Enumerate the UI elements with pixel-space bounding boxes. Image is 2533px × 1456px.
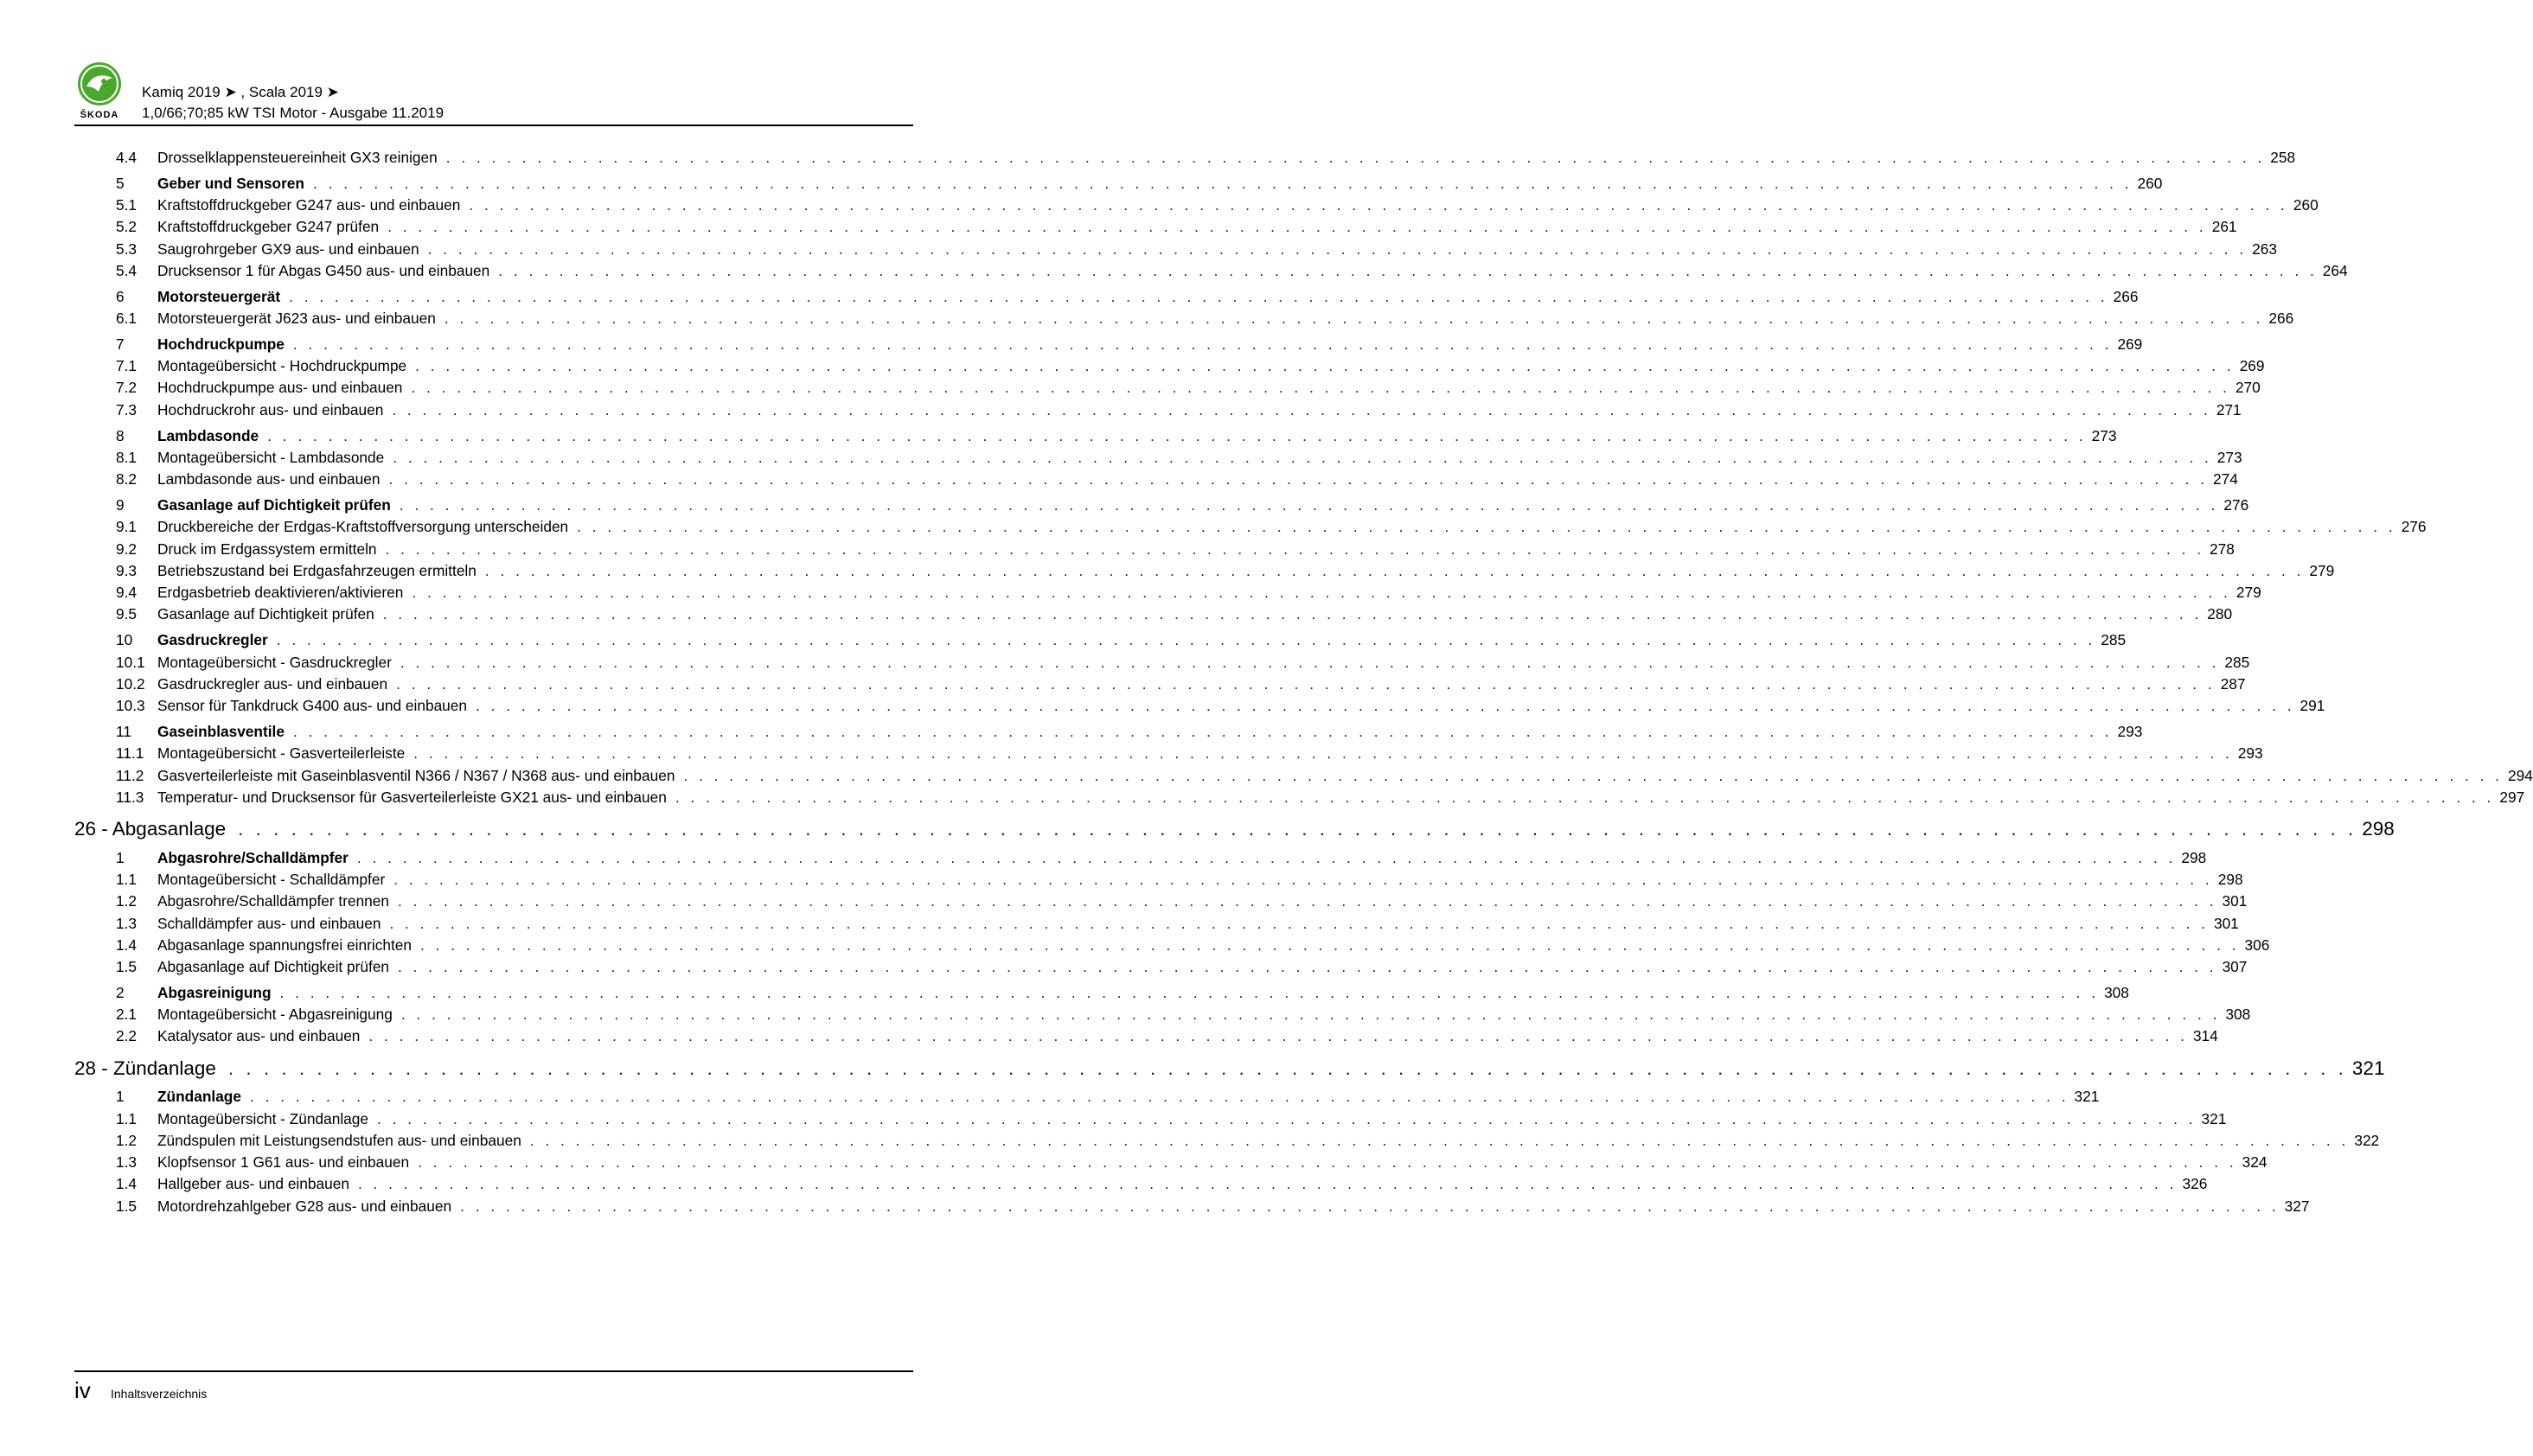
toc-entry-number: 1.1: [116, 1109, 138, 1127]
toc-entry-title: Zündspulen mit Leistungsendstufen aus- und einbauen: [157, 1131, 521, 1149]
toc-entry-title: Montageübersicht - Gasdruckregler: [157, 653, 392, 671]
toc-entry-page: 285: [2101, 631, 2127, 649]
skoda-logo: [74, 61, 125, 123]
toc-entry[interactable]: [74, 195, 2319, 216]
toc-entry[interactable]: [74, 913, 2239, 935]
footer-label: Inhaltsverzeichnis: [111, 1387, 208, 1401]
toc-entry-number: 7: [116, 335, 125, 353]
toc-section[interactable]: [74, 173, 2163, 195]
toc-entry-page: 278: [2210, 540, 2235, 558]
toc-entry-number: 7.3: [116, 400, 138, 418]
toc-entry-number: 2.2: [116, 1027, 138, 1045]
toc-entry-title: Motordrehzahlgeber G28 aus- und einbauen: [157, 1197, 452, 1215]
toc-leader-dots: . . . . . . . . . . . . . . . . . . . . . . . . . . . . . . . . . . . . . . . . . . . . . . . . . . . . . . . . . . . . . . . . . . . . . . . . . . . . . . . . . . . . . . . . . . . . . . . . . . . . . . . . . . . . . . . . . . . . . . . .: [444, 310, 2264, 328]
toc-entry-page: 314: [2192, 1027, 2218, 1045]
toc-leader-dots: . . . . . . . . . . . . . . . . . . . . . . . . . . . . . . . . . . . . . . . . . . . . . . . . . . . . . . . . . . . . . . . . . . . . . . . . . . . . . . . . . . . . . . . . . . . . . . . . . . . . . . . . . . . . . . . . . . . . . . . .: [399, 495, 2219, 514]
toc-entry-page: 327: [2284, 1197, 2310, 1215]
toc-entry-title: Gasanlage auf Dichtigkeit prüfen: [157, 495, 391, 514]
toc-entry-title: Montageübersicht - Gasverteilerleiste: [157, 744, 406, 763]
toc-entry-title: Klopfsensor 1 G61 aus- und einbauen: [157, 1153, 410, 1172]
toc-entry-page: 308: [2104, 983, 2129, 1001]
toc-entry-title: Schalldämpfer aus- und einbauen: [157, 914, 381, 932]
toc-entry-page: 260: [2137, 174, 2163, 192]
toc-leader-dots: . . . . . . . . . . . . . . . . . . . . . . . . . . . . . . . . . . . . . . . . . . . . . . . . . . . . . . . . . . . . . . . . . . . . . . . . . . . . . . . . . . . . . . . . . . . . . . . . . . . . . . . . . . . . . . . . . . . . . . . .: [249, 1088, 2069, 1106]
toc-entry-title: Drosselklappensteuereinheit GX3 reinigen: [157, 149, 438, 166]
toc-entry-page: 298: [2362, 818, 2395, 840]
toc-entry-page: 276: [2223, 495, 2249, 514]
toc-entry-page: 273: [2091, 426, 2117, 444]
toc-entry-title: Montageübersicht - Schalldämpfer: [157, 870, 386, 888]
toc-leader-dots: . . . . . . . . . . . . . . . . . . . . . . . . . . . . . . . . . . . . . . . . . . . . . . . . . . . . . . . . . . . . . . . . . . . . . . . . . . . . . . . . . . . . . . . . . . . . . . . . . . . . . . . . . . . . . . . . . . . . . . . .: [312, 174, 2133, 192]
toc-entry-page: 326: [2182, 1175, 2208, 1193]
toc-entry[interactable]: [74, 695, 2325, 717]
toc-leader-dots: . . . . . . . . . . . . . . . . . . . . . . . . . . . . . . . . . . . . . . . . . . . . . . . . . . . . . . . . . . . . . . . . . . . . . . . . . . . . . . . . . . . . . . . . . . . . . . . . . . . . . . . . . . . . . . . . . . . . . . . .: [398, 958, 2217, 976]
toc-leader-dots: . . . . . . . . . . . . . . . . . . . . . . . . . . . . . . . . . . . . . . . . . . . . . . . . . . . . . . . . . . . . . . . . . . . . . . . . . . . . . . . . . . . . . . . . . . . . . . . . . . . . . . . . . . . . . . . . . . . . . . . .: [292, 335, 2113, 353]
toc-entry[interactable]: [74, 891, 2248, 912]
toc-entry-title: 28 - Zündanlage: [74, 1057, 216, 1079]
toc-entry-page: 266: [2113, 287, 2139, 305]
toc-leader-dots: . . . . . . . . . . . . . . . . . . . . . . . . . . . . . . . . . . . . . . . . . . . . . . . . . . . . . . . . . . . . . . . . . . . . . . . . . . . . . . . . . . . . . . . . . . . . . . . . . . . . . . . . . . . . . . . . . . . . . . . .: [279, 983, 2100, 1001]
toc-entry[interactable]: [74, 935, 2270, 956]
toc-entry-page: 269: [2117, 335, 2143, 353]
toc-section[interactable]: [74, 334, 2143, 355]
toc-entry-page: 291: [2300, 697, 2325, 715]
toc-entry-number: 5.4: [116, 261, 138, 279]
toc-entry-number: 9.4: [116, 584, 138, 602]
toc-leader-dots: . . . . . . . . . . . . . . . . . . . . . . . . . . . . . . . . . . . . . . . . . . . . . . . . . . . . . . . . . . . . . . . . . . . . . . . . . . . . . . . . . . . . . . . . . . . . . . . . . . . . . . . . . . . . . . . . . . . . . . . .: [276, 631, 2096, 649]
toc-entry[interactable]: [74, 1173, 2208, 1195]
toc-entry-title: Geber und Sensoren: [157, 174, 304, 192]
toc-entry-title: Gasdruckregler aus- und einbauen: [157, 674, 388, 693]
toc-leader-dots: . . . . . . . . . . . . . . . . . . . . . . . . . . . . . . . . . . . . . . . . . . . . . . . . . . . . . . . . . . . . . . . . . . . . . . . . . . . . . . . . . . . . . . . . . . . . . . . . . . . . . . . . . . . . . . . . . . . . . . . .: [400, 653, 2220, 671]
toc-entry-page: 279: [2236, 584, 2261, 602]
toc-entry-page: 280: [2207, 605, 2233, 623]
toc-entry[interactable]: [74, 308, 2294, 329]
table-of-contents: [74, 147, 2533, 1217]
toc-entry[interactable]: [74, 582, 2261, 603]
toc-entry[interactable]: [74, 516, 2427, 538]
toc-entry[interactable]: [74, 765, 2533, 787]
toc-entry-title: Abgasrohre/Schalldämpfer: [157, 848, 349, 866]
toc-entry[interactable]: [74, 447, 2242, 469]
toc-leader-dots: . . . . . . . . . . . . . . . . . . . . . . . . . . . . . . . . . . . . . . . . . . . . . . . . . . . . . . . . . . . . . . . . . . . . . . . . . . . . . . . . . . . . . . . . . . . . . . . . . . . . . . . . . . . . . . . . . . . . . . . .: [393, 448, 2212, 466]
toc-entry-page: 274: [2213, 470, 2238, 489]
toc-entry-number: 9.1: [116, 518, 138, 536]
toc-entry-title: Gasverteilerleiste mit Gaseinblasventil N366 / N367 / N368 aus- und einbauen: [157, 766, 675, 784]
toc-entry-number: 7.2: [116, 379, 138, 397]
toc-leader-dots: . . . . . . . . . . . . . . . . . . . . . . . . . . . . . . . . . . . . . . . . . . . . . . . . . . . . . . . . . . . . . . . . . . . . . . . . . . . . . . . . . . . . . . . . . . . . . . . . . . . . . . . . . . . . . . . . . . . . . . . .: [476, 697, 2295, 715]
toc-entry-title: Kraftstoffdruckgeber G247 aus- und einbauen: [157, 196, 461, 214]
toc-leader-dots: . . . . . . . . . . . . . . . . . . . . . . . . . . . . . . . . . . . . . . . . . . . . . . . . . . . . . . . . . . . . . . . . . . . . . . . . . . . . . . . . . . . . . . . . . . . . . . . . . . . . . . . . . . . . . . . . . . . . . . . .: [227, 1057, 2347, 1079]
toc-leader-dots: . . . . . . . . . . . . . . . . . . . . . . . . . . . . . . . . . . . . . . . . . . . . . . . . . . . . . . . . . . . . . . . . . . . . . . . . . . . . . . . . . . . . . . . . . . . . . . . . . . . . . . . . . . . . . . . . . . . . . . . .: [683, 766, 2503, 784]
toc-leader-dots: . . . . . . . . . . . . . . . . . . . . . . . . . . . . . . . . . . . . . . . . . . . . . . . . . . . . . . . . . . . . . . . . . . . . . . . . . . . . . . . . . . . . . . . . . . . . . . . . . . . . . . . . . . . . . . . . . . . . . . . .: [289, 287, 2108, 305]
toc-entry-page: 270: [2235, 379, 2261, 397]
toc-entry-number: 8.2: [116, 470, 138, 489]
toc-entry-page: 271: [2216, 400, 2242, 418]
logo-wordmark: ŠKODA: [80, 110, 119, 120]
toc-entry-number: 1: [116, 848, 125, 866]
toc-entry-number: 1.4: [116, 1175, 138, 1193]
toc-entry[interactable]: [74, 869, 2243, 891]
toc-leader-dots: . . . . . . . . . . . . . . . . . . . . . . . . . . . . . . . . . . . . . . . . . . . . . . . . . . . . . . . . . . . . . . . . . . . . . . . . . . . . . . . . . . . . . . . . . . . . . . . . . . . . . . . . . . . . . . . . . . . . . . . .: [398, 892, 2217, 910]
toc-leader-dots: . . . . . . . . . . . . . . . . . . . . . . . . . . . . . . . . . . . . . . . . . . . . . . . . . . . . . . . . . . . . . . . . . . . . . . . . . . . . . . . . . . . . . . . . . . . . . . . . . . . . . . . . . . . . . . . . . . . . . . . .: [267, 426, 2087, 444]
toc-entry-page: 293: [2237, 744, 2263, 763]
toc-leader-dots: . . . . . . . . . . . . . . . . . . . . . . . . . . . . . . . . . . . . . . . . . . . . . . . . . . . . . . . . . . . . . . . . . . . . . . . . . . . . . . . . . . . . . . . . . . . . . . . . . . . . . . . . . . . . . . . . . . . . . . . .: [418, 1153, 2237, 1172]
toc-entry-number: 4.4: [116, 149, 138, 166]
toc-entry-number: 11.2: [116, 766, 144, 784]
toc-entry-page: 301: [2222, 892, 2248, 910]
toc-entry-page: 324: [2242, 1153, 2268, 1172]
toc-leader-dots: . . . . . . . . . . . . . . . . . . . . . . . . . . . . . . . . . . . . . . . . . . . . . . . . . . . . . . . . . . . . . . . . . . . . . . . . . . . . . . . . . . . . . . . . . . . . . . . . . . . . . . . . . . . . . . . . . . . . . . . .: [382, 605, 2203, 623]
toc-entry-page: 260: [2293, 196, 2319, 214]
toc-entry-number: 1.3: [116, 914, 138, 932]
toc-chapter[interactable]: [74, 1055, 2385, 1082]
toc-entry-number: 5.3: [116, 239, 138, 258]
toc-leader-dots: . . . . . . . . . . . . . . . . . . . . . . . . . . . . . . . . . . . . . . . . . . . . . . . . . . . . . . . . . . . . . . . . . . . . . . . . . . . . . . . . . . . . . . . . . . . . . . . . . . . . . . . . . . . . . . . . . . . . . . . .: [357, 1175, 2178, 1193]
toc-section[interactable]: [74, 495, 2249, 516]
toc-entry-title: Montageübersicht - Hochdruckpumpe: [157, 357, 407, 375]
toc-entry[interactable]: [74, 539, 2235, 560]
toc-entry[interactable]: [74, 1025, 2218, 1047]
toc-entry-page: 321: [2074, 1088, 2100, 1106]
toc-entry-title: Montageübersicht - Abgasreinigung: [157, 1006, 393, 1024]
header-divider: [74, 125, 913, 126]
toc-entry[interactable]: [74, 355, 2265, 377]
toc-leader-dots: . . . . . . . . . . . . . . . . . . . . . . . . . . . . . . . . . . . . . . . . . . . . . . . . . . . . . . . . . . . . . . . . . . . . . . . . . . . . . . . . . . . . . . . . . . . . . . . . . . . . . . . . . . . . . . . . . . . . . . . .: [577, 518, 2396, 536]
toc-leader-dots: . . . . . . . . . . . . . . . . . . . . . . . . . . . . . . . . . . . . . . . . . . . . . . . . . . . . . . . . . . . . . . . . . . . . . . . . . . . . . . . . . . . . . . . . . . . . . . . . . . . . . . . . . . . . . . . . . . . . . . . .: [469, 196, 2288, 214]
toc-entry[interactable]: [74, 1152, 2268, 1173]
toc-section[interactable]: [74, 847, 2207, 869]
toc-entry-number: 1.5: [116, 1197, 138, 1215]
toc-leader-dots: . . . . . . . . . . . . . . . . . . . . . . . . . . . . . . . . . . . . . . . . . . . . . . . . . . . . . . . . . . . . . . . . . . . . . . . . . . . . . . . . . . . . . . . . . . . . . . . . . . . . . . . . . . . . . . . . . . . . . . . .: [368, 1027, 2188, 1045]
toc-entry-title: Sensor für Tankdruck G400 aus- und einbauen: [157, 697, 468, 715]
toc-leader-dots: . . . . . . . . . . . . . . . . . . . . . . . . . . . . . . . . . . . . . . . . . . . . . . . . . . . . . . . . . . . . . . . . . . . . . . . . . . . . . . . . . . . . . . . . . . . . . . . . . . . . . . . . . . . . . . . . . . . . . . . .: [460, 1197, 2280, 1215]
toc-leader-dots: . . . . . . . . . . . . . . . . . . . . . . . . . . . . . . . . . . . . . . . . . . . . . . . . . . . . . . . . . . . . . . . . . . . . . . . . . . . . . . . . . . . . . . . . . . . . . . . . . . . . . . . . . . . . . . . . . . . . . . . .: [412, 584, 2231, 602]
toc-leader-dots: . . . . . . . . . . . . . . . . . . . . . . . . . . . . . . . . . . . . . . . . . . . . . . . . . . . . . . . . . . . . . . . . . . . . . . . . . . . . . . . . . . . . . . . . . . . . . . . . . . . . . . . . . . . . . . . . . . . . . . . .: [413, 744, 2233, 763]
toc-entry[interactable]: [74, 956, 2248, 978]
toc-entry-page: 293: [2117, 722, 2143, 740]
toc-leader-dots: . . . . . . . . . . . . . . . . . . . . . . . . . . . . . . . . . . . . . . . . . . . . . . . . . . . . . . . . . . . . . . . . . . . . . . . . . . . . . . . . . . . . . . . . . . . . . . . . . . . . . . . . . . . . . . . . . . . . . . . .: [238, 818, 2357, 840]
toc-leader-dots: . . . . . . . . . . . . . . . . . . . . . . . . . . . . . . . . . . . . . . . . . . . . . . . . . . . . . . . . . . . . . . . . . . . . . . . . . . . . . . . . . . . . . . . . . . . . . . . . . . . . . . . . . . . . . . . . . . . . . . . .: [356, 848, 2177, 866]
toc-entry-number: 11.1: [116, 744, 144, 763]
toc-entry-title: Betriebszustand bei Erdgasfahrzeugen ermitteln: [157, 561, 477, 579]
toc-entry-number: 10.1: [116, 653, 145, 671]
toc-leader-dots: . . . . . . . . . . . . . . . . . . . . . . . . . . . . . . . . . . . . . . . . . . . . . . . . . . . . . . . . . . . . . . . . . . . . . . . . . . . . . . . . . . . . . . . . . . . . . . . . . . . . . . . . . . . . . . . . . . . . . . . .: [427, 239, 2248, 258]
toc-entry-title: Kraftstoffdruckgeber G247 prüfen: [157, 218, 380, 236]
toc-entry[interactable]: [74, 1196, 2310, 1217]
footer-divider: [74, 1370, 913, 1372]
toc-entry[interactable]: [74, 743, 2263, 764]
toc-leader-dots: . . . . . . . . . . . . . . . . . . . . . . . . . . . . . . . . . . . . . . . . . . . . . . . . . . . . . . . . . . . . . . . . . . . . . . . . . . . . . . . . . . . . . . . . . . . . . . . . . . . . . . . . . . . . . . . . . . . . . . . .: [675, 788, 2495, 806]
toc-entry-page: 273: [2216, 448, 2242, 466]
toc-entry-title: Druck im Erdgassystem ermitteln: [157, 540, 377, 558]
toc-leader-dots: . . . . . . . . . . . . . . . . . . . . . . . . . . . . . . . . . . . . . . . . . . . . . . . . . . . . . . . . . . . . . . . . . . . . . . . . . . . . . . . . . . . . . . . . . . . . . . . . . . . . . . . . . . . . . . . . . . . . . . . .: [392, 400, 2211, 418]
toc-entry-number: 6.1: [116, 310, 138, 328]
toc-leader-dots: . . . . . . . . . . . . . . . . . . . . . . . . . . . . . . . . . . . . . . . . . . . . . . . . . . . . . . . . . . . . . . . . . . . . . . . . . . . . . . . . . . . . . . . . . . . . . . . . . . . . . . . . . . . . . . . . . . . . . . . .: [292, 722, 2113, 740]
toc-entry[interactable]: [74, 603, 2233, 625]
toc-entry[interactable]: [74, 260, 2348, 282]
toc-entry-page: 301: [2213, 914, 2239, 932]
toc-entry-page: 322: [2354, 1131, 2380, 1149]
toc-entry-page: 306: [2244, 936, 2270, 954]
toc-entry-title: Gaseinblasventile: [157, 722, 285, 740]
toc-entry-number: 2.1: [116, 1006, 138, 1024]
toc-leader-dots: . . . . . . . . . . . . . . . . . . . . . . . . . . . . . . . . . . . . . . . . . . . . . . . . . . . . . . . . . . . . . . . . . . . . . . . . . . . . . . . . . . . . . . . . . . . . . . . . . . . . . . . . . . . . . . . . . . . . . . . .: [411, 379, 2230, 397]
toc-entry-title: Temperatur- und Drucksensor für Gasverteilerleiste GX21 aus- und einbauen: [157, 788, 667, 806]
toc-entry-title: Abgasanlage auf Dichtigkeit prüfen: [157, 958, 390, 976]
toc-entry-title: Abgasrohre/Schalldämpfer trennen: [157, 892, 390, 910]
toc-entry-page: 321: [2201, 1109, 2227, 1127]
toc-entry-page: 263: [2252, 239, 2278, 258]
toc-entry-number: 5.1: [116, 196, 138, 214]
toc-entry-title: 26 - Abgasanlage: [74, 818, 227, 840]
toc-leader-dots: . . . . . . . . . . . . . . . . . . . . . . . . . . . . . . . . . . . . . . . . . . . . . . . . . . . . . . . . . . . . . . . . . . . . . . . . . . . . . . . . . . . . . . . . . . . . . . . . . . . . . . . . . . . . . . . . . . . . . . . .: [396, 674, 2216, 693]
toc-leader-dots: . . . . . . . . . . . . . . . . . . . . . . . . . . . . . . . . . . . . . . . . . . . . . . . . . . . . . . . . . . . . . . . . . . . . . . . . . . . . . . . . . . . . . . . . . . . . . . . . . . . . . . . . . . . . . . . . . . . . . . . .: [415, 357, 2235, 375]
toc-entry-title: Montageübersicht - Lambdasonde: [157, 448, 385, 466]
toc-entry-title: Lambdasonde: [157, 426, 259, 444]
toc-chapter[interactable]: [74, 815, 2395, 843]
toc-leader-dots: . . . . . . . . . . . . . . . . . . . . . . . . . . . . . . . . . . . . . . . . . . . . . . . . . . . . . . . . . . . . . . . . . . . . . . . . . . . . . . . . . . . . . . . . . . . . . . . . . . . . . . . . . . . . . . . . . . . . . . . .: [377, 1109, 2197, 1127]
toc-leader-dots: . . . . . . . . . . . . . . . . . . . . . . . . . . . . . . . . . . . . . . . . . . . . . . . . . . . . . . . . . . . . . . . . . . . . . . . . . . . . . . . . . . . . . . . . . . . . . . . . . . . . . . . . . . . . . . . . . . . . . . . .: [388, 470, 2209, 489]
toc-leader-dots: . . . . . . . . . . . . . . . . . . . . . . . . . . . . . . . . . . . . . . . . . . . . . . . . . . . . . . . . . . . . . . . . . . . . . . . . . . . . . . . . . . . . . . . . . . . . . . . . . . . . . . . . . . . . . . . . . . . . . . . .: [420, 936, 2240, 954]
toc-entry-number: 10: [116, 631, 133, 649]
toc-leader-dots: . . . . . . . . . . . . . . . . . . . . . . . . . . . . . . . . . . . . . . . . . . . . . . . . . . . . . . . . . . . . . . . . . . . . . . . . . . . . . . . . . . . . . . . . . . . . . . . . . . . . . . . . . . . . . . . . . . . . . . . .: [387, 218, 2207, 236]
toc-entry-page: 321: [2351, 1057, 2385, 1079]
toc-entry-number: 1: [116, 1088, 125, 1106]
header-title-models: Kamiq 2019 ➤ , Scala 2019 ➤: [142, 84, 339, 100]
toc-entry-title: Erdgasbetrieb deaktivieren/aktivieren: [157, 584, 404, 602]
toc-entry-page: 308: [2225, 1006, 2251, 1024]
toc-entry-title: Hochdruckpumpe: [157, 335, 285, 353]
toc-entry[interactable]: [74, 674, 2246, 695]
toc-section[interactable]: [74, 629, 2127, 651]
toc-entry[interactable]: [74, 1130, 2380, 1152]
toc-entry-page: 285: [2224, 653, 2250, 671]
toc-entry-number: 9.5: [116, 605, 138, 623]
toc-entry-page: 298: [2217, 870, 2243, 888]
toc-entry-number: 10.2: [116, 674, 145, 693]
toc-entry-title: Druckbereiche der Erdgas-Kraftstoffversorgung unterscheiden: [157, 518, 569, 536]
toc-section[interactable]: [74, 982, 2129, 1004]
toc-entry[interactable]: [74, 787, 2525, 808]
toc-entry-number: 11: [116, 722, 131, 740]
toc-section[interactable]: [74, 721, 2143, 743]
toc-entry-number: 9.3: [116, 561, 138, 579]
toc-section[interactable]: [74, 425, 2117, 447]
toc-entry-page: 297: [2499, 788, 2525, 806]
toc-entry-number: 9: [116, 495, 125, 514]
toc-entry-page: 287: [2220, 674, 2246, 693]
toc-entry[interactable]: [74, 377, 2261, 399]
toc-entry[interactable]: [74, 147, 2296, 169]
toc-entry-number: 10.3: [116, 697, 145, 715]
toc-entry-page: 298: [2181, 848, 2207, 866]
toc-entry[interactable]: [74, 469, 2238, 490]
toc-entry[interactable]: [74, 239, 2278, 260]
toc-entry-title: Abgasanlage spannungsfrei einrichten: [157, 936, 412, 954]
page-header: [74, 61, 913, 125]
toc-entry-number: 5: [116, 174, 125, 192]
toc-entry-number: 8.1: [116, 448, 138, 466]
toc-leader-dots: . . . . . . . . . . . . . . . . . . . . . . . . . . . . . . . . . . . . . . . . . . . . . . . . . . . . . . . . . . . . . . . . . . . . . . . . . . . . . . . . . . . . . . . . . . . . . . . . . . . . . . . . . . . . . . . . . . . . . . . .: [484, 561, 2305, 579]
toc-leader-dots: . . . . . . . . . . . . . . . . . . . . . . . . . . . . . . . . . . . . . . . . . . . . . . . . . . . . . . . . . . . . . . . . . . . . . . . . . . . . . . . . . . . . . . . . . . . . . . . . . . . . . . . . . . . . . . . . . . . . . . . .: [389, 914, 2209, 932]
toc-entry-page: 276: [2401, 518, 2427, 536]
toc-entry-page: 264: [2322, 261, 2348, 279]
toc-leader-dots: . . . . . . . . . . . . . . . . . . . . . . . . . . . . . . . . . . . . . . . . . . . . . . . . . . . . . . . . . . . . . . . . . . . . . . . . . . . . . . . . . . . . . . . . . . . . . . . . . . . . . . . . . . . . . . . . . . . . . . . .: [393, 870, 2213, 888]
toc-leader-dots: . . . . . . . . . . . . . . . . . . . . . . . . . . . . . . . . . . . . . . . . . . . . . . . . . . . . . . . . . . . . . . . . . . . . . . . . . . . . . . . . . . . . . . . . . . . . . . . . . . . . . . . . . . . . . . . . . . . . . . . .: [445, 149, 2266, 166]
toc-entry-title: Motorsteuergerät J623 aus- und einbauen: [157, 310, 436, 328]
toc-entry-title: Gasanlage auf Dichtigkeit prüfen: [157, 605, 374, 623]
toc-entry-title: Montageübersicht - Zündanlage: [157, 1109, 369, 1127]
toc-entry-title: Zündanlage: [157, 1088, 241, 1106]
toc-entry[interactable]: [74, 1108, 2227, 1130]
toc-entry-page: 269: [2239, 357, 2265, 375]
toc-entry-title: Gasdruckregler: [157, 631, 268, 649]
toc-entry-number: 1.1: [116, 870, 138, 888]
toc-entry[interactable]: [74, 216, 2237, 238]
toc-entry-title: Motorsteuergerät: [157, 287, 281, 305]
toc-entry-number: 1.4: [116, 936, 138, 954]
toc-entry-number: 5.2: [116, 218, 138, 236]
toc-entry-title: Drucksensor 1 für Abgas G450 aus- und einbauen: [157, 261, 490, 279]
toc-entry-number: 1.3: [116, 1153, 138, 1172]
toc-entry-number: 6: [116, 287, 125, 305]
toc-entry[interactable]: [74, 399, 2242, 421]
toc-entry-title: Hochdruckrohr aus- und einbauen: [157, 400, 384, 418]
toc-entry-number: 2: [116, 983, 125, 1001]
toc-entry-number: 1.2: [116, 892, 138, 910]
toc-entry-number: 8: [116, 426, 125, 444]
toc-entry[interactable]: [74, 652, 2250, 674]
toc-entry[interactable]: [74, 1004, 2251, 1025]
toc-section[interactable]: [74, 286, 2139, 308]
toc-entry[interactable]: [74, 560, 2335, 582]
toc-entry-number: 1.5: [116, 958, 138, 976]
toc-entry-page: 258: [2270, 149, 2296, 166]
toc-entry-title: Abgasreinigung: [157, 983, 272, 1001]
toc-leader-dots: . . . . . . . . . . . . . . . . . . . . . . . . . . . . . . . . . . . . . . . . . . . . . . . . . . . . . . . . . . . . . . . . . . . . . . . . . . . . . . . . . . . . . . . . . . . . . . . . . . . . . . . . . . . . . . . . . . . . . . . .: [498, 261, 2318, 279]
toc-entry-title: Hallgeber aus- und einbauen: [157, 1175, 349, 1193]
toc-entry-page: 261: [2211, 218, 2237, 236]
header-title-engine: 1,0/66;70;85 kW TSI Motor - Ausgabe 11.2019: [142, 105, 445, 121]
toc-leader-dots: . . . . . . . . . . . . . . . . . . . . . . . . . . . . . . . . . . . . . . . . . . . . . . . . . . . . . . . . . . . . . . . . . . . . . . . . . . . . . . . . . . . . . . . . . . . . . . . . . . . . . . . . . . . . . . . . . . . . . . . .: [385, 540, 2205, 558]
toc-leader-dots: . . . . . . . . . . . . . . . . . . . . . . . . . . . . . . . . . . . . . . . . . . . . . . . . . . . . . . . . . . . . . . . . . . . . . . . . . . . . . . . . . . . . . . . . . . . . . . . . . . . . . . . . . . . . . . . . . . . . . . . .: [529, 1131, 2350, 1149]
toc-entry-title: Katalysator aus- und einbauen: [157, 1027, 361, 1045]
toc-entry-title: Hochdruckpumpe aus- und einbauen: [157, 379, 403, 397]
toc-entry-number: 7.1: [116, 357, 138, 375]
toc-entry-page: 266: [2268, 310, 2294, 328]
toc-leader-dots: . . . . . . . . . . . . . . . . . . . . . . . . . . . . . . . . . . . . . . . . . . . . . . . . . . . . . . . . . . . . . . . . . . . . . . . . . . . . . . . . . . . . . . . . . . . . . . . . . . . . . . . . . . . . . . . . . . . . . . . .: [400, 1006, 2221, 1024]
toc-entry-number: 9.2: [116, 540, 138, 558]
toc-entry-number: 11.3: [116, 788, 144, 806]
toc-section[interactable]: [74, 1086, 2100, 1108]
toc-entry-number: 1.2: [116, 1131, 138, 1149]
footer-page-number: iv: [74, 1377, 91, 1403]
toc-entry-title: Lambdasonde aus- und einbauen: [157, 470, 381, 489]
toc-entry-page: 279: [2309, 561, 2335, 579]
toc-entry-title: Saugrohrgeber GX9 aus- und einbauen: [157, 239, 419, 258]
toc-entry-page: 294: [2507, 766, 2533, 784]
toc-entry-page: 307: [2222, 958, 2248, 976]
